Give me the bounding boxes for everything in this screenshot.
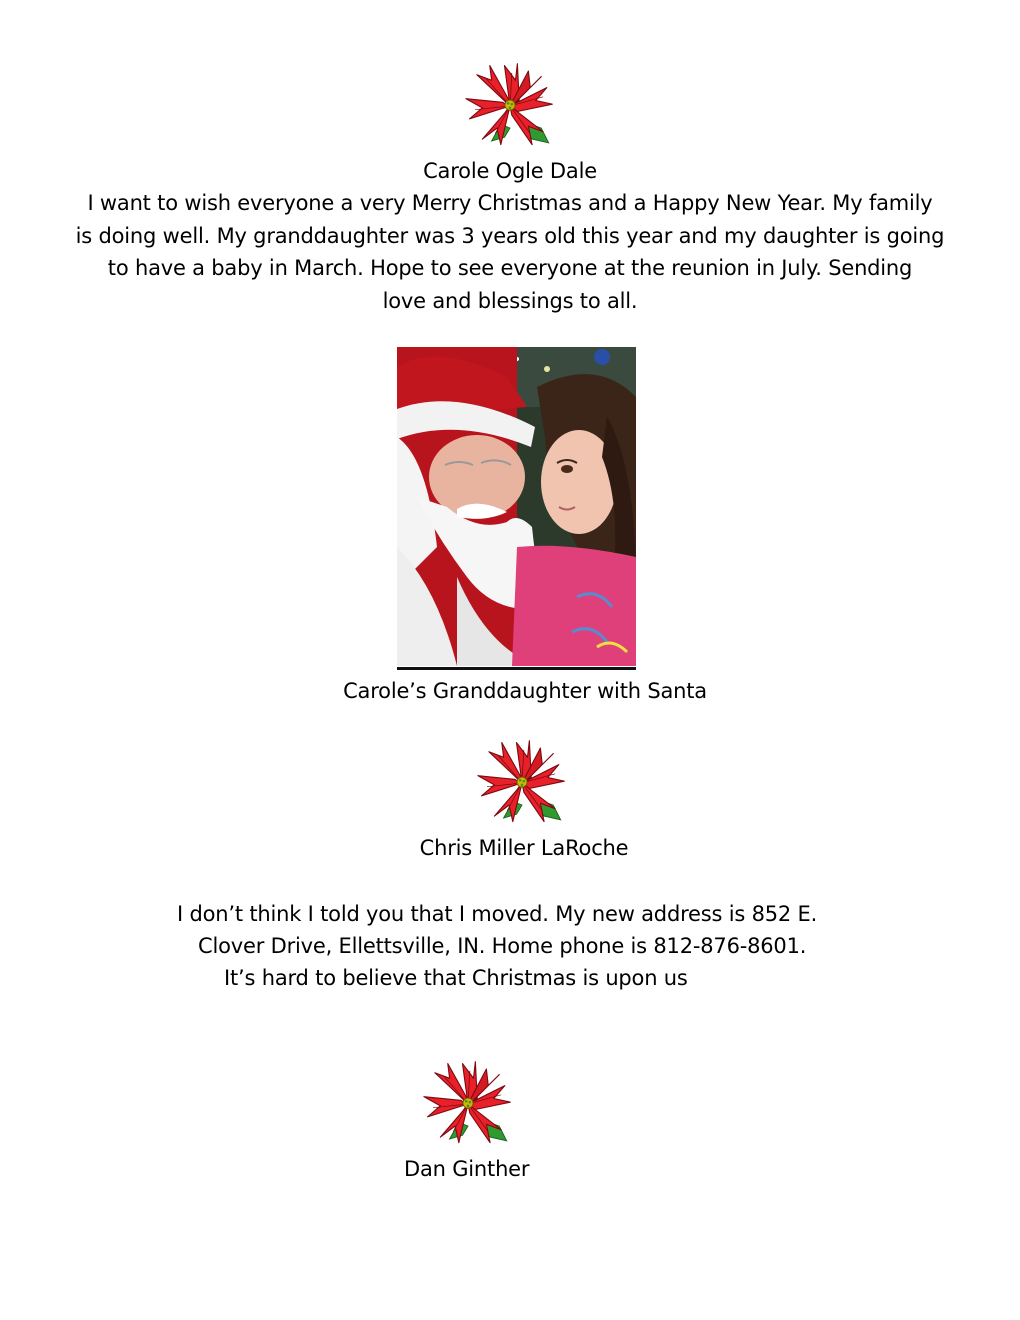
poinsettia-icon [462, 60, 558, 152]
poinsettia-icon [474, 737, 570, 829]
message-line: to have a baby in March. Hope to see everyone at the reunion in July. Sending [107, 256, 913, 280]
message-line: I don’t think I told you that I moved. My new address is 852 E. [177, 902, 818, 926]
photo-underline [397, 667, 636, 670]
entry-name: Chris Miller LaRoche [419, 836, 629, 860]
message-line: love and blessings to all. [382, 289, 638, 313]
message-line: Clover Drive, Ellettsville, IN. Home phone is 812-876-8601. [198, 934, 807, 958]
message-line: is doing well. My granddaughter was 3 years old this year and my daughter is going [75, 224, 945, 248]
message-line: I want to wish everyone a very Merry Christmas and a Happy New Year. My family [87, 191, 933, 215]
entry-name: Dan Ginther [404, 1157, 530, 1181]
santa-photo [397, 347, 636, 666]
photo-caption: Carole’s Granddaughter with Santa [343, 679, 707, 703]
message-line: It’s hard to believe that Christmas is upon us [224, 966, 688, 990]
entry-name: Carole Ogle Dale [423, 159, 597, 183]
poinsettia-icon [420, 1058, 516, 1150]
